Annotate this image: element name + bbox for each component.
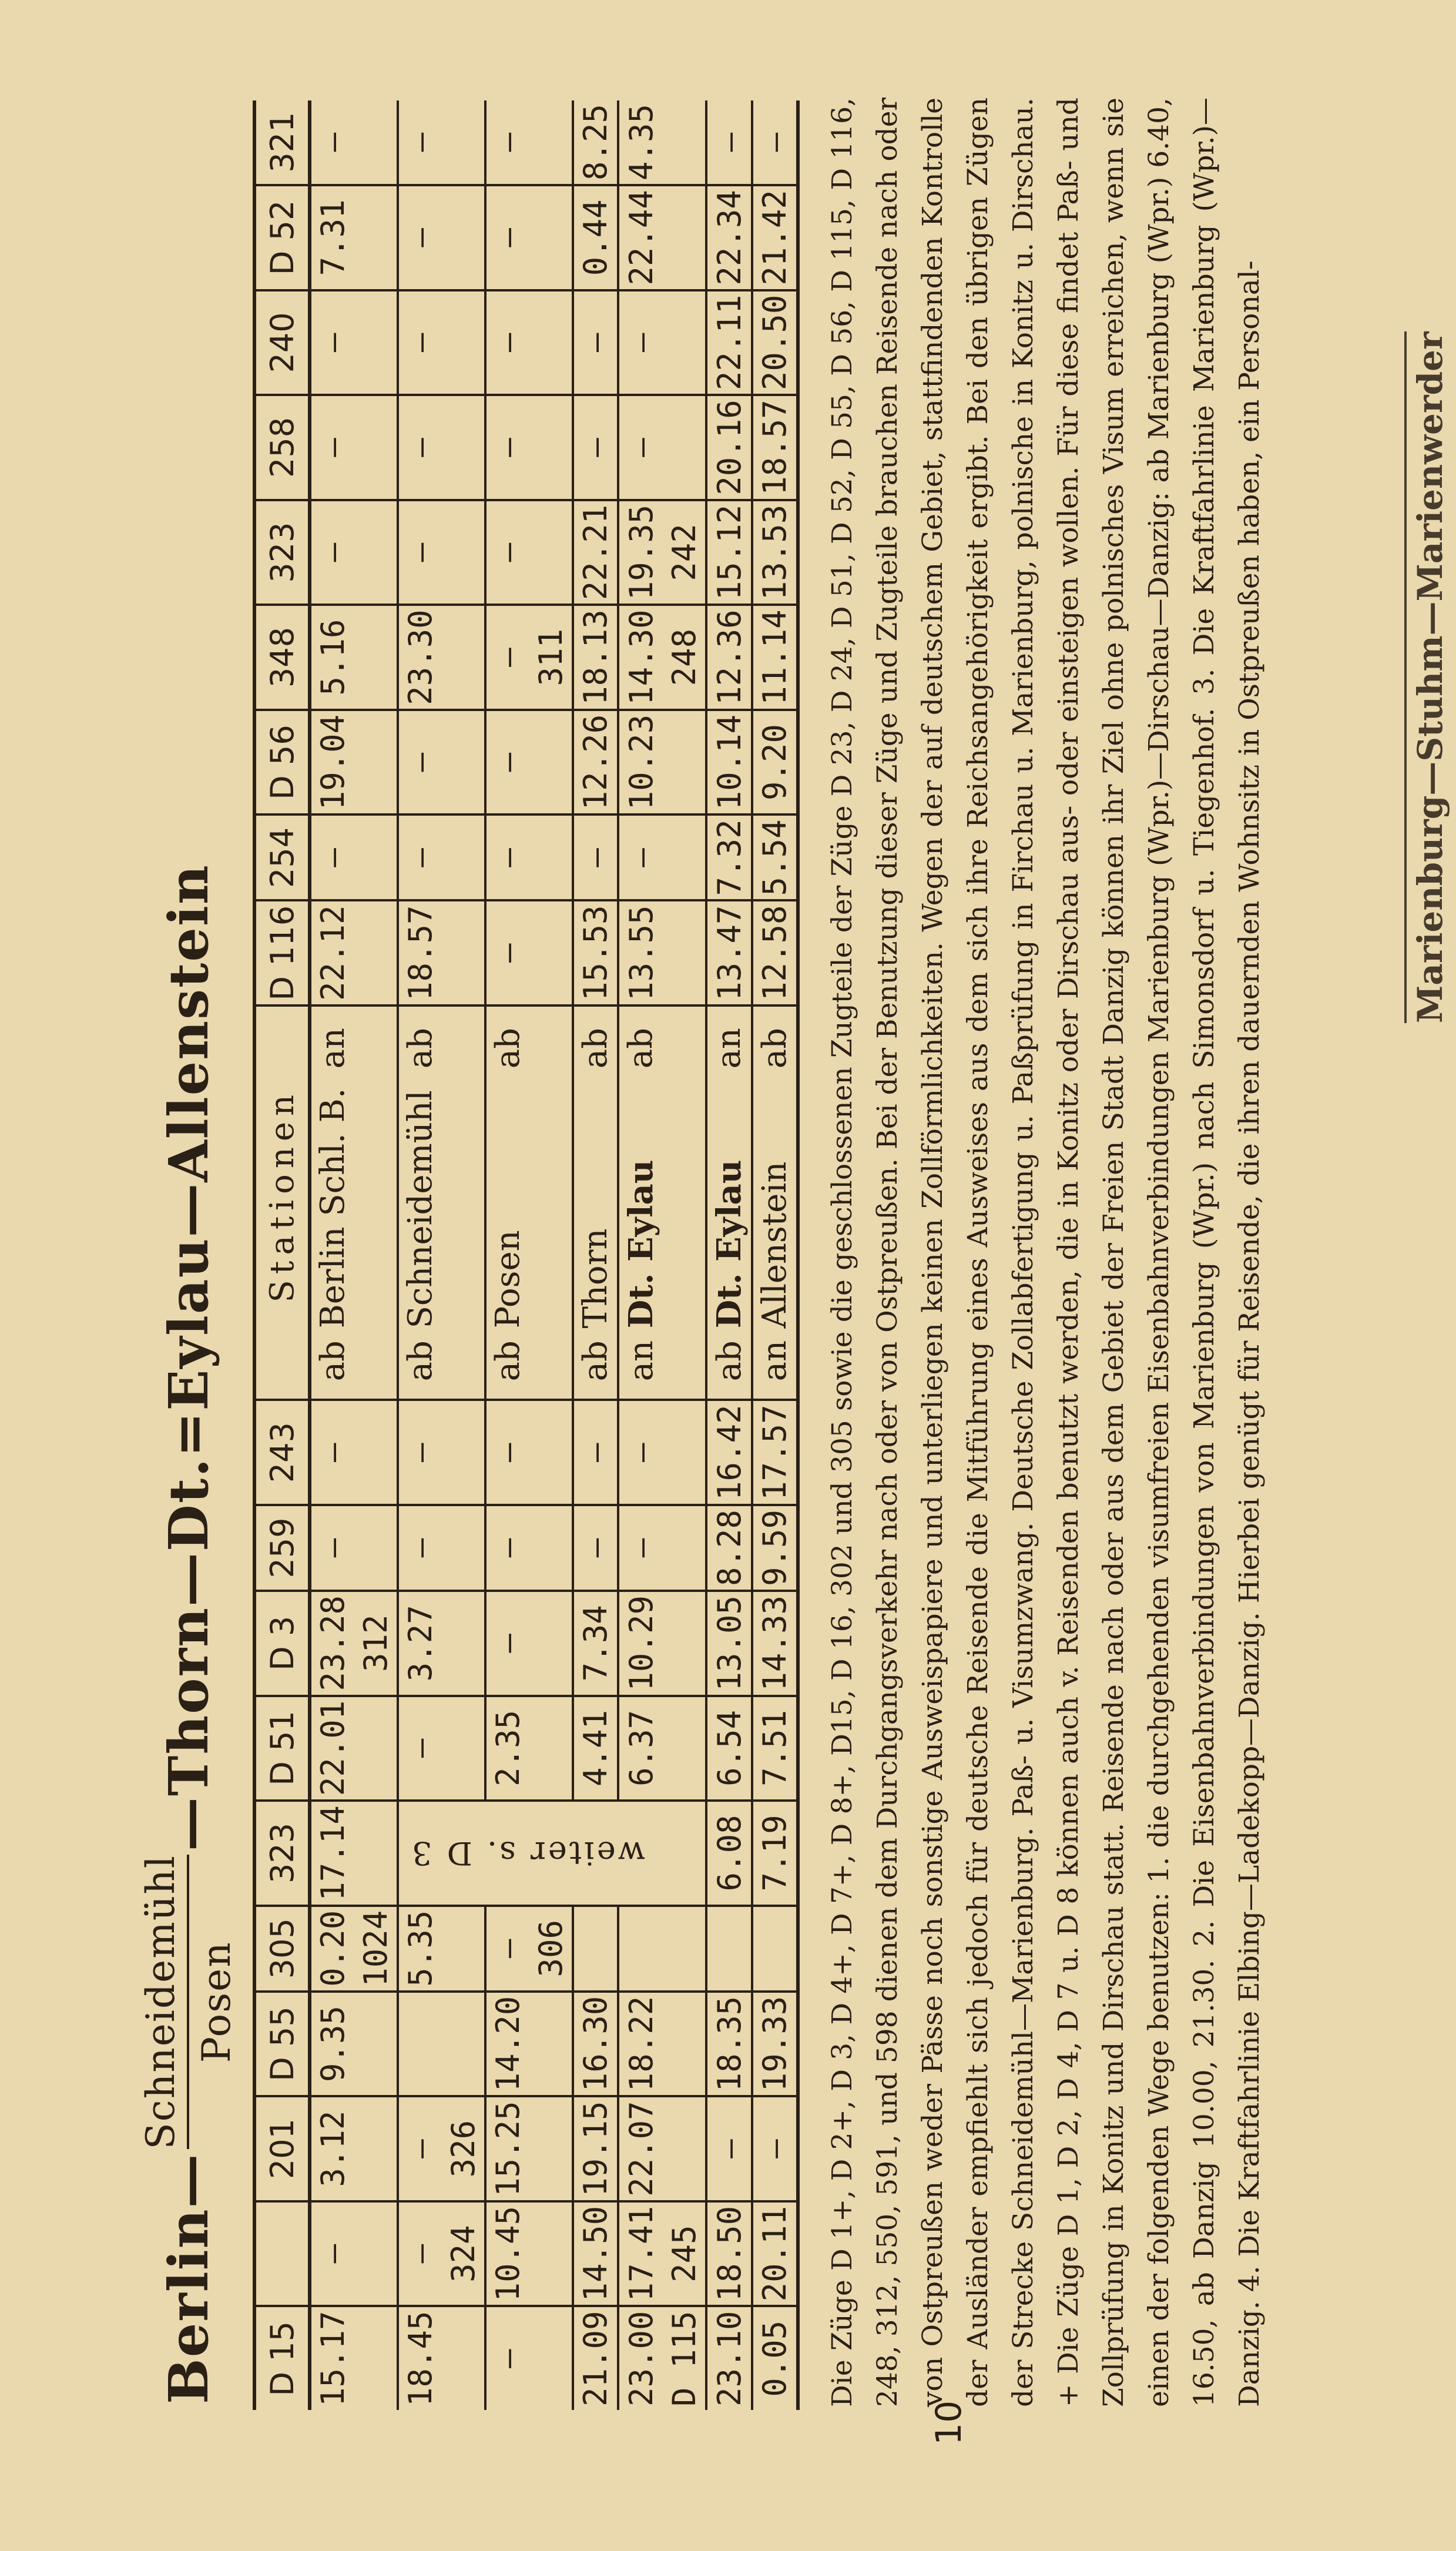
col-header: 201 [254, 2096, 310, 2201]
time-cell: — [398, 1696, 442, 1801]
col-header: 323 [254, 500, 310, 605]
time-cell: 15.25 [485, 2096, 529, 2201]
time-cell: 15.53 [573, 900, 618, 1005]
timetable [253, 100, 800, 2410]
time-cell [442, 100, 485, 185]
time-cell: — [573, 814, 618, 900]
time-cell: — [485, 814, 529, 900]
time-cell: 22.12 [310, 900, 354, 1005]
station-arr-dep: an [756, 1340, 794, 1382]
station-cell [310, 1005, 354, 1400]
time-cell: 21.42 [752, 185, 798, 290]
time-cell [442, 290, 485, 395]
station-cell [354, 1005, 398, 1400]
station-name: Thorn [576, 1228, 615, 1329]
time-cell [354, 290, 398, 395]
station-arr-dep: ab [710, 1340, 749, 1382]
col-header: 321 [254, 100, 310, 185]
time-cell [354, 100, 398, 185]
time-cell: 10.29 [618, 1591, 663, 1696]
time-cell: — [398, 2201, 442, 2307]
station-arr-dep: ab [314, 1340, 352, 1382]
station-direction: ab [489, 1028, 527, 1069]
time-cell: 15.12 [706, 500, 752, 605]
time-cell: — [752, 2096, 798, 2201]
title-stack-top: Schneidemühl [138, 1855, 189, 2149]
time-cell: — [706, 100, 752, 185]
time-cell: 12.26 [573, 710, 618, 815]
time-cell [663, 1801, 706, 1906]
col-header: D 55 [254, 1992, 310, 2097]
col-header: 323 [254, 1801, 310, 1906]
time-cell: 13.55 [618, 900, 663, 1005]
time-cell [706, 1906, 752, 1992]
time-cell: 2.35 [485, 1696, 529, 1801]
time-cell: — [485, 395, 529, 500]
time-cell: — [485, 605, 529, 710]
time-cell: — [618, 814, 663, 900]
time-cell: — [485, 100, 529, 185]
time-cell [529, 814, 573, 900]
time-cell: 16.42 [706, 1400, 752, 1505]
time-cell: — [398, 500, 442, 605]
col-header: 240 [254, 290, 310, 395]
col-header: 259 [254, 1505, 310, 1591]
time-cell: 6.54 [706, 1696, 752, 1801]
time-cell [529, 1400, 573, 1505]
time-cell: 3.12 [310, 2096, 354, 2201]
time-cell: 14.50 [573, 2201, 618, 2307]
station-direction: ab [401, 1028, 440, 1069]
table-row [706, 100, 752, 2410]
table-row [529, 100, 573, 2410]
time-cell: — [310, 2201, 354, 2307]
time-cell [442, 1906, 485, 1992]
time-cell: — [398, 290, 442, 395]
time-cell: 248 [663, 605, 706, 710]
timetable-body [310, 100, 798, 2410]
time-cell: — [310, 1400, 354, 1505]
table-row [573, 100, 618, 2410]
time-cell [529, 185, 573, 290]
time-cell: 23.10 [706, 2306, 752, 2410]
time-cell: — [485, 1591, 529, 1696]
time-cell: 10.45 [485, 2201, 529, 2307]
time-cell: 22.34 [706, 185, 752, 290]
station-cell [442, 1005, 485, 1400]
time-cell: — [485, 185, 529, 290]
time-cell [442, 1400, 485, 1505]
time-cell [663, 900, 706, 1005]
time-cell [354, 814, 398, 900]
time-cell: 23.00 [622, 2311, 660, 2406]
time-cell: — [398, 395, 442, 500]
time-cell: 7.34 [573, 1591, 618, 1696]
station-name: Schneidemühl [401, 1090, 440, 1329]
time-cell: — [485, 900, 529, 1005]
time-cell: 22.01 [310, 1696, 354, 1801]
time-cell [663, 1505, 706, 1591]
time-cell: 7.32 [706, 814, 752, 900]
col-header: D 52 [254, 185, 310, 290]
table-row [354, 100, 398, 2410]
station-name: Dt. Eylau [710, 1159, 749, 1329]
time-cell: 19.04 [310, 710, 354, 815]
time-cell [442, 900, 485, 1005]
time-cell [529, 290, 573, 395]
title-stack-bottom: Posen [194, 1941, 239, 2063]
time-cell: — [310, 290, 354, 395]
col-header: D 56 [254, 710, 310, 815]
station-name: Dt. Eylau [622, 1159, 660, 1329]
station-arr-dep: an [622, 1340, 660, 1382]
time-cell: 10.14 [706, 710, 752, 815]
time-cell [529, 1505, 573, 1591]
time-cell: 0.05 [752, 2306, 798, 2410]
time-cell: — [398, 710, 442, 815]
station-direction: ab [756, 1028, 794, 1069]
time-cell: 0.44 [573, 185, 618, 290]
time-cell [442, 814, 485, 900]
time-cell: 18.13 [573, 605, 618, 710]
station-name: Berlin Schl. B. [314, 1088, 352, 1329]
time-cell [529, 100, 573, 185]
time-cell: 19.15 [573, 2096, 618, 2201]
title-stack [138, 1855, 239, 2149]
time-cell: 19.35 [618, 500, 663, 605]
time-cell: 17.41 [618, 2201, 663, 2307]
time-cell: 8.28 [706, 1505, 752, 1591]
weiter-note-cell [398, 1801, 663, 1906]
station-direction: ab [622, 1028, 660, 1069]
time-cell [663, 185, 706, 290]
time-cell: 5.16 [310, 605, 354, 710]
time-cell: 242 [663, 500, 706, 605]
time-cell [442, 605, 485, 710]
time-cell: — [485, 1400, 529, 1505]
table-row [752, 100, 798, 2410]
time-cell: — [398, 2096, 442, 2201]
time-cell [663, 1696, 706, 1801]
time-cell [354, 605, 398, 710]
col-header: D 3 [254, 1591, 310, 1696]
time-cell [529, 500, 573, 605]
table-row [398, 100, 442, 2410]
time-cell [442, 2306, 485, 2410]
station-cell [529, 1005, 573, 1400]
time-cell [529, 2201, 573, 2307]
time-cell [663, 1591, 706, 1696]
time-cell: 9.59 [752, 1505, 798, 1591]
time-cell: — [310, 395, 354, 500]
time-cell: 17.57 [752, 1400, 798, 1505]
page-number: 10 [928, 2400, 969, 2445]
time-cell: — [489, 2349, 526, 2368]
time-cell [442, 1992, 485, 2097]
notes-text: Die Züge D 1+, D 2+, D 3, D 4+, D 7+, D 8+, D15, D 16, 302 und 305 sowie die geschlossenen Zugteile der Züge D 23, D 24, D 51, D 52, D 55, D 56, D 115, D 116, 248, 312, 550, 591, und 598 dienen dem Durchgangsverkehr nach oder von Ostpreußen. Bei der Benutzung dieser Züge und Zugteile brauchen Reisende nach oder von Ostpreußen weder Pässe noch sonstige Ausweispapiere und unterliegen keinen Zollförmlichkeiten. Wegen der auf deutschem Gebiet, stattfindenden Kontrolle der Ausländer empfiehlt sich jedoch für deutsche Reisende die Mitführung eines Ausweises aus dem sich ihre Reichsangehörigkeit ergibt. Bei den übrigen Zügen der Strecke Schneidemühl—Marienburg. Paß- u. Visumzwang. Deutsche Zollabfertigung u. Paßprüfung in Firchau u. Marienburg, polnische in Konitz u. Dirschau. + Die Züge D 1, D 2, D 4, D 7 u. D 8 können auch v. Reisenden benutzt werden, die in Konitz oder Dirschau aus- oder einsteigen wollen. Für diese findet Paß- und Zollprüfung in Konitz und Dirschau statt. Reisende nach oder aus dem Gebiet der Freien Stadt Danzig können ihr Ziel ohne polnisches Visum erreichen, wenn sie einen der folgenden Wege benutzen: 1. die durchgehenden visumfreien Eisenbahnverbindungen Marienburg (Wpr.)—Dirschau—Danzig: ab Marienburg (Wpr.) 6.40, 16.50, ab Danzig 10.00, 21.30. 2. Die Eisenbahnverbindungen von Marienburg (Wpr.) nach Simonsdorf u. Tiegenhof. 3. Die Kraftfahrlinie Marienburg (Wpr.)—Danzig. 4. Die Kraftfahrlinie Elbing—Ladekopp—Danzig. Hierbei genügt für Reisende, die ihren dauernden Wohnsitz in Ostpreußen haben, ein Personal- [826, 98, 1266, 2407]
time-cell [354, 900, 398, 1005]
time-cell [354, 1505, 398, 1591]
time-cell [354, 1696, 398, 1801]
time-cell: 7.19 [752, 1801, 798, 1906]
time-cell: 16.30 [573, 1992, 618, 2097]
time-cell: 245 [663, 2201, 706, 2307]
time-cell [663, 1400, 706, 1505]
time-cell: — [573, 1400, 618, 1505]
time-cell [529, 1591, 573, 1696]
col-header: 258 [254, 395, 310, 500]
station-cell [706, 1005, 752, 1400]
time-cell: 4.35 [618, 100, 663, 185]
time-cell [442, 1591, 485, 1696]
time-cell: — [398, 100, 442, 185]
time-cell: 12.58 [752, 900, 798, 1005]
time-cell: 7.51 [752, 1696, 798, 1801]
time-cell [398, 1992, 442, 2097]
page-title [138, 112, 239, 2404]
time-cell: 311 [529, 605, 573, 710]
time-cell: 7.31 [310, 185, 354, 290]
time-cell [529, 2306, 573, 2410]
time-cell [354, 395, 398, 500]
time-cell [354, 2201, 398, 2307]
time-cell [442, 1505, 485, 1591]
time-cell: 1024 [354, 1906, 398, 1992]
time-cell: 0.20 [310, 1906, 354, 1992]
time-cell [752, 1906, 798, 1992]
time-cell [354, 1400, 398, 1505]
time-cell: — [485, 710, 529, 815]
station-cell [663, 1005, 706, 1400]
time-cell [529, 2096, 573, 2201]
time-cell: 18.57 [752, 395, 798, 500]
time-cell: 15.17 [314, 2311, 351, 2406]
time-cell: — [310, 814, 354, 900]
page-number-block [928, 2401, 969, 2445]
time-cell [663, 1906, 706, 1992]
time-cell: 10.23 [618, 710, 663, 815]
time-cell [529, 710, 573, 815]
col-header: 254 [254, 814, 310, 900]
time-cell: 19.33 [752, 1992, 798, 2097]
time-cell: 9.20 [752, 710, 798, 815]
time-cell: — [706, 2096, 752, 2201]
col-header [254, 2201, 310, 2307]
time-cell [663, 2096, 706, 2201]
time-cell: — [752, 100, 798, 185]
time-cell: 18.45 [402, 2311, 439, 2406]
time-cell: 4.41 [573, 1696, 618, 1801]
time-cell [354, 500, 398, 605]
time-cell: 13.53 [752, 500, 798, 605]
time-cell: — [573, 290, 618, 395]
time-cell: 12.36 [706, 605, 752, 710]
time-cell [663, 1992, 706, 2097]
time-cell: 6.37 [618, 1696, 663, 1801]
col-header: D 15 [254, 2306, 310, 2410]
table-row [663, 100, 706, 2410]
time-cell: — [310, 1505, 354, 1591]
time-cell: 21.09 [573, 2306, 618, 2410]
time-cell: 18.35 [706, 1992, 752, 2097]
time-cell: 18.50 [706, 2201, 752, 2307]
time-cell: — [398, 185, 442, 290]
time-cell [354, 185, 398, 290]
station-cell [398, 1005, 442, 1400]
time-cell: 306 [529, 1906, 573, 1992]
time-cell [354, 710, 398, 815]
time-cell [442, 710, 485, 815]
time-cell: — [398, 1505, 442, 1591]
time-cell [354, 1992, 398, 2097]
time-cell: 22.21 [573, 500, 618, 605]
col-header: 348 [254, 605, 310, 710]
footer-heading: Marienburg—Stuhm—Marienwerder [1404, 331, 1450, 1023]
time-cell: 17.14 [310, 1801, 354, 1906]
time-cell: 9.35 [310, 1992, 354, 2097]
station-arr-dep: ab [401, 1340, 440, 1382]
timetable-header-row [254, 100, 310, 2410]
time-cell: 18.57 [398, 900, 442, 1005]
time-cell: — [310, 100, 354, 185]
time-cell: — [485, 1906, 529, 1992]
time-cell: — [398, 814, 442, 900]
time-cell [663, 710, 706, 815]
time-cell: 22.44 [618, 185, 663, 290]
time-cell: 11.14 [752, 605, 798, 710]
time-cell: 18.22 [618, 1992, 663, 2097]
time-cell: 23.30 [398, 605, 442, 710]
time-cell: D 115 [663, 2306, 706, 2410]
time-cell: 20.50 [752, 290, 798, 395]
time-cell: 14.33 [752, 1591, 798, 1696]
weiter-note: weiter s. D 3 [409, 1834, 645, 1872]
time-cell: — [618, 290, 663, 395]
time-cell: 312 [354, 1591, 398, 1696]
time-cell [354, 2096, 398, 2201]
time-cell [529, 1696, 573, 1801]
time-cell [442, 395, 485, 500]
time-cell: — [618, 395, 663, 500]
station-name: Allenstein [756, 1161, 794, 1329]
col-header: 305 [254, 1906, 310, 1992]
time-cell: — [398, 1400, 442, 1505]
time-cell [529, 395, 573, 500]
time-cell [529, 1992, 573, 2097]
time-cell: 324 [442, 2201, 485, 2307]
station-cell [573, 1005, 618, 1400]
table-row [485, 100, 529, 2410]
time-cell: — [618, 1505, 663, 1591]
time-cell: — [485, 500, 529, 605]
time-cell [442, 185, 485, 290]
time-cell: 22.11 [706, 290, 752, 395]
time-cell: 8.25 [573, 100, 618, 185]
time-cell: — [573, 1505, 618, 1591]
time-cell [354, 2306, 398, 2410]
time-cell: 5.35 [398, 1906, 442, 1992]
col-header: D 51 [254, 1696, 310, 1801]
table-row [310, 100, 354, 2410]
time-cell: 23.28 [310, 1591, 354, 1696]
station-direction: ab [576, 1028, 615, 1069]
time-cell: 13.05 [706, 1591, 752, 1696]
table-row [442, 100, 485, 2410]
time-cell: 326 [442, 2096, 485, 2201]
col-header-stationen: Stationen [254, 1005, 310, 1400]
col-header: D 116 [254, 900, 310, 1005]
col-header: 243 [254, 1400, 310, 1505]
table-row [618, 100, 663, 2410]
time-cell: 6.08 [706, 1801, 752, 1906]
time-cell: 20.16 [706, 395, 752, 500]
time-cell: 13.47 [706, 900, 752, 1005]
time-cell: — [573, 395, 618, 500]
time-cell: 3.27 [398, 1591, 442, 1696]
time-cell: — [310, 500, 354, 605]
station-direction: an [710, 1028, 748, 1069]
station-cell [752, 1005, 798, 1400]
time-cell [663, 290, 706, 395]
time-cell: 20.11 [752, 2201, 798, 2307]
time-cell [442, 1696, 485, 1801]
station-cell [618, 1005, 663, 1400]
title-part1: Berlin— [157, 2153, 220, 2404]
time-cell [663, 814, 706, 900]
station-name: Posen [489, 1230, 527, 1329]
time-cell [618, 1906, 663, 1992]
time-cell: 22.07 [618, 2096, 663, 2201]
time-cell [663, 100, 706, 185]
station-arr-dep: ab [489, 1340, 527, 1382]
time-cell: — [618, 1400, 663, 1505]
station-cell [485, 1005, 529, 1400]
time-cell [663, 395, 706, 500]
time-cell [354, 1801, 398, 1906]
time-cell [573, 1906, 618, 1992]
time-cell [529, 900, 573, 1005]
time-cell: 5.54 [752, 814, 798, 900]
time-cell: — [485, 1505, 529, 1591]
title-part2: —Thorn—Dt.=Eylau—Allenstein [157, 864, 220, 1852]
time-cell: — [485, 290, 529, 395]
time-cell [442, 500, 485, 605]
station-arr-dep: ab [576, 1340, 615, 1382]
time-cell: 14.30 [618, 605, 663, 710]
time-cell: 14.20 [485, 1992, 529, 2097]
station-direction: an [314, 1028, 352, 1069]
